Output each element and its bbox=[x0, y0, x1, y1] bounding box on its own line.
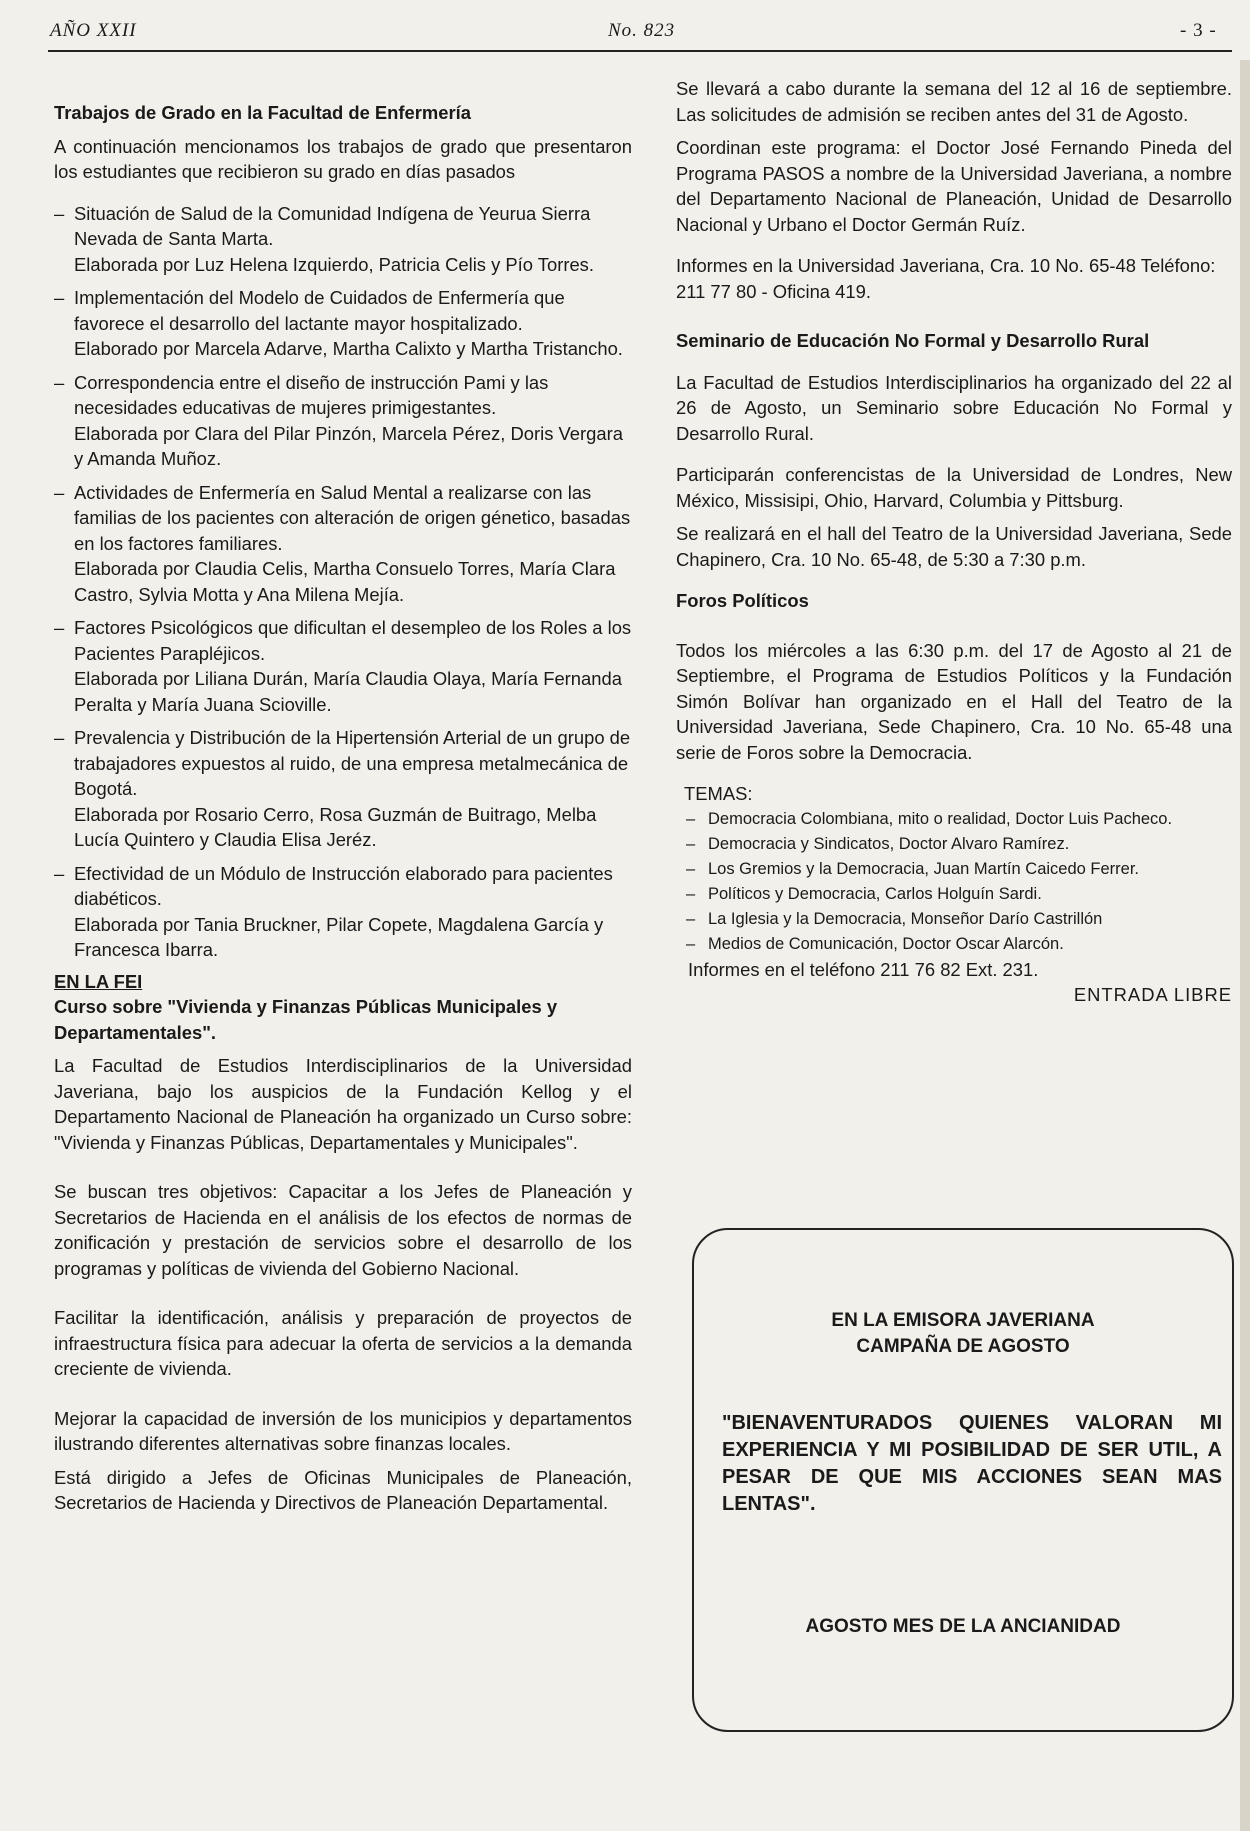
volume-label: AÑO XXII bbox=[50, 20, 137, 41]
dash-bullet: – bbox=[54, 287, 65, 308]
right-column bbox=[676, 76, 1232, 1008]
tema-text: Democracia y Sindicatos, Doctor Alvaro Ramírez. bbox=[708, 834, 1070, 853]
campaign-title-line: CAMPAÑA DE AGOSTO bbox=[856, 1336, 1070, 1357]
tema-text: Los Gremios y la Democracia, Juan Martín Caicedo Ferrer. bbox=[708, 859, 1139, 878]
thesis-item bbox=[54, 480, 632, 608]
dash-bullet: – bbox=[54, 481, 65, 503]
tema-text: Democracia Colombiana, mito o realidad, Doctor Luis Pacheco. bbox=[708, 809, 1173, 828]
thesis-authors: Elaborada por Clara del Pilar Pinzón, Marcela Pérez, Doris Vergara y Amanda Muñoz. bbox=[74, 422, 623, 469]
thesis-authors: Elaborada por Liliana Durán, María Claudia Olaya, María Fernanda Peralta y María Juana Scioville. bbox=[74, 668, 622, 715]
thesis-item bbox=[54, 201, 632, 278]
thesis-item bbox=[54, 285, 632, 362]
campaign-title-line: EN LA EMISORA JAVERIANA bbox=[831, 1310, 1095, 1331]
campaign-title bbox=[694, 1308, 1232, 1360]
dash-bullet: – bbox=[54, 371, 65, 393]
tema-item bbox=[686, 907, 1232, 932]
left-column bbox=[54, 100, 632, 1516]
course-info: Informes en la Universidad Javeriana, Cra. 10 No. 65-48 Teléfono: 211 77 80 - Oficina 419. bbox=[676, 255, 1216, 302]
thesis-title: Actividades de Enfermería en Salud Mental a realizarse con las familias de los pacientes con alteración de origen génetico, basadas en los factores familiares. bbox=[74, 481, 631, 554]
dash-bullet: – bbox=[54, 202, 65, 224]
thesis-title: Efectividad de un Módulo de Instrucción elaborado para pacientes diabéticos. bbox=[74, 862, 613, 909]
tema-text: La Iglesia y la Democracia, Monseñor Darío Castrillón bbox=[708, 909, 1103, 928]
thesis-authors: Elaborado por Marcela Adarve, Martha Calixto y Martha Tristancho. bbox=[74, 338, 623, 359]
thesis-authors: Elaborada por Claudia Celis, Martha Consuelo Torres, María Clara Castro, Sylvia Motta y Ana Milena Mejía. bbox=[74, 558, 616, 605]
thesis-title: Correspondencia entre el diseño de instrucción Pami y las necesidades educativas de mujeres primigestantes. bbox=[74, 371, 549, 418]
thesis-title: Prevalencia y Distribución de la Hipertensión Arterial de un grupo de trabajadores expuestos al ruido, de una empresa metalmecánica de Bogotá. bbox=[74, 727, 631, 799]
dash-bullet: – bbox=[54, 862, 65, 884]
seminar-paragraph: Se realizará en el hall del Teatro de la Universidad Javeriana, Sede Chapinero, Cra. 10 No. 65-48, de 5:30 a 7:30 p.m. bbox=[676, 523, 1232, 570]
course-paragraph: Facilitar la identificación, análisis y preparación de proyectos de infraestructura física para adecuar la oferta de servicios a la demanda creciente de vivienda. bbox=[54, 1307, 632, 1379]
article-title-enfermeria: Trabajos de Grado en la Facultad de Enfermería bbox=[54, 102, 471, 123]
course-coordinators: Coordinan este programa: el Doctor José Fernando Pineda del Programa PASOS a nombre de la Universidad Javeriana, a nombre del Departamento Nacional de Planeación, Unidad de Desarrollo Nacional y Urbano el Doctor Germán Ruíz. bbox=[676, 137, 1232, 235]
campaign-footer: AGOSTO MES DE LA ANCIANIDAD bbox=[805, 1616, 1121, 1637]
thesis-authors: Elaborada por Tania Bruckner, Pilar Copete, Magdalena García y Francesca Ibarra. bbox=[74, 913, 604, 960]
thesis-title: Implementación del Modelo de Cuidados de Enfermería que favorece el desarrollo del lactante mayor hospitalizado. bbox=[74, 287, 565, 334]
foros-title: Foros Políticos bbox=[676, 590, 809, 611]
tema-item bbox=[686, 882, 1232, 907]
dash-bullet: – bbox=[686, 859, 696, 878]
header-rule bbox=[48, 50, 1232, 52]
seminar-paragraph: La Facultad de Estudios Interdisciplinarios ha organizado del 22 al 26 de Agosto, un Seminario sobre Educación No Formal y Desarrollo Rural. bbox=[676, 371, 1232, 444]
page-edge-shadow bbox=[1240, 60, 1250, 1831]
tema-item bbox=[686, 832, 1232, 857]
tema-text: Medios de Comunicación, Doctor Oscar Alarcón. bbox=[708, 934, 1064, 953]
issue-number: No. 823 bbox=[608, 20, 676, 41]
thesis-authors: Elaborada por Rosario Cerro, Rosa Guzmán de Buitrago, Melba Lucía Quintero y Claudia Elisa Jeréz. bbox=[74, 803, 597, 850]
course-paragraph: La Facultad de Estudios Interdisciplinarios de la Universidad Javeriana, bajo los auspicios de la Fundación Kellog y el Departamento Nacional de Planeación ha organizado un Curso sobre: "Vivienda y Finanzas Públicas, Departamentales y Municipales". bbox=[54, 1055, 632, 1153]
course-dates: Se llevará a cabo durante la semana del 12 al 16 de septiembre. Las solicitudes de admisión se reciben antes del 31 de Agosto. bbox=[676, 78, 1232, 125]
dash-bullet: – bbox=[686, 934, 696, 953]
thesis-item bbox=[54, 370, 632, 472]
entrada-libre: ENTRADA LIBRE bbox=[1073, 984, 1232, 1005]
thesis-title: Factores Psicológicos que dificultan el desempleo de los Roles a los Pacientes Parapléjicos. bbox=[74, 617, 632, 664]
dash-bullet: – bbox=[686, 909, 696, 928]
course-title: Curso sobre "Vivienda y Finanzas Públicas Municipales y Departamentales". bbox=[54, 996, 558, 1043]
dash-bullet: – bbox=[686, 809, 696, 828]
thesis-item bbox=[54, 861, 632, 963]
course-paragraph: Se buscan tres objetivos: Capacitar a los Jefes de Planeación y Secretarios de Hacienda en el análisis de los efectos de normas de zonificación y prestación de servicios sobre el desarrollo de los programas y políticas de vivienda del Gobierno Nacional. bbox=[54, 1181, 632, 1279]
thesis-item bbox=[54, 615, 632, 717]
thesis-authors: Elaborada por Luz Helena Izquierdo, Patricia Celis y Pío Torres. bbox=[74, 253, 594, 275]
course-paragraph: Está dirigido a Jefes de Oficinas Municipales de Planeación, Secretarios de Hacienda y Directivos de Planeación Departamental. bbox=[54, 1466, 632, 1513]
thesis-list bbox=[54, 201, 632, 963]
tema-item bbox=[686, 932, 1232, 957]
campaign-quote: "BIENAVENTURADOS QUIENES VALORAN MI EXPERIENCIA Y MI POSIBILIDAD DE SER UTIL, A PESAR DE QUE MIS ACCIONES SEAN MAS LENTAS". bbox=[722, 1412, 1222, 1515]
foros-informes: Informes en el teléfono 211 76 82 Ext. 231. bbox=[688, 958, 1039, 980]
tema-item bbox=[686, 857, 1232, 882]
tema-item bbox=[686, 807, 1232, 832]
dash-bullet: – bbox=[54, 727, 65, 748]
article-intro: A continuación mencionamos los trabajos de grado que presentaron los estudiantes que recibieron su grado en días pasados bbox=[54, 135, 632, 182]
section-heading-fei: EN LA FEI bbox=[54, 970, 143, 992]
campaign-box bbox=[692, 1228, 1234, 1732]
dash-bullet: – bbox=[54, 617, 65, 638]
course-paragraph: Mejorar la capacidad de inversión de los municipios y departamentos ilustrando diferentes alternativas sobre finanzas locales. bbox=[54, 1407, 632, 1454]
page-number: - 3 - bbox=[1180, 20, 1217, 41]
seminar-paragraph: Participarán conferencistas de la Universidad de Londres, New México, Missisipi, Ohio, Harvard, Columbia y Pittsburg. bbox=[676, 464, 1232, 511]
dash-bullet: – bbox=[686, 884, 696, 903]
temas-label: TEMAS: bbox=[684, 783, 753, 804]
foros-paragraph: Todos los miércoles a las 6:30 p.m. del 17 de Agosto al 21 de Septiembre, el Programa de Estudios Políticos y la Fundación Simón Bolívar han organizado en el Hall del Teatro de la Universidad Javeriana, Sede Chapinero, Cra. 10 No. 65-48 una serie de Foros sobre la Democracia. bbox=[676, 639, 1232, 763]
thesis-title: Situación de Salud de la Comunidad Indígena de Yeurua Sierra Nevada de Santa Marta. bbox=[74, 202, 591, 249]
dash-bullet: – bbox=[686, 834, 696, 853]
thesis-item bbox=[54, 725, 632, 853]
seminar-title: Seminario de Educación No Formal y Desarrollo Rural bbox=[676, 330, 1150, 351]
tema-text: Políticos y Democracia, Carlos Holguín Sardi. bbox=[708, 884, 1042, 903]
